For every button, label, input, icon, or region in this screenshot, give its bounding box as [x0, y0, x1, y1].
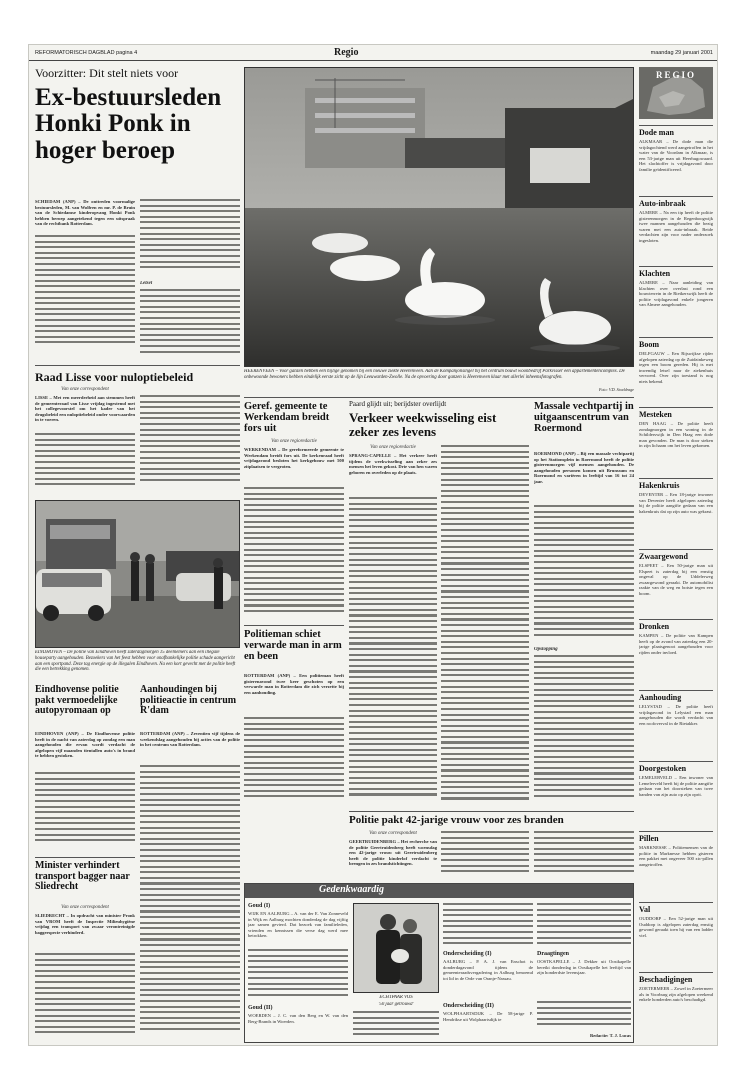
politie-pakt-body-col2 — [441, 831, 529, 879]
gedenk-photo-body — [353, 1011, 439, 1041]
gedenkwaardig-title: Gedenkwaardig — [319, 885, 384, 895]
gedenk-s5-text: OOSTKAPELLE – J. Dekker uit Oostkapelle bereikt donderdag in Oostkapelle het leeftijd van zijn honderdste levensjaar. — [537, 959, 631, 976]
photo-couple-caption-1: ECHTPAAR VOS — [379, 995, 413, 1000]
lead-kicker: Voorzitter: Dit stelt niets voor — [35, 67, 179, 80]
photo-couple — [353, 903, 439, 993]
gedenk-s3-text: AALBURG – P. A. J. van Enschot is donderdagavond tijdens de gemeenteraadsvergadering in Aalburg benoemd tot lid in de Orde van Oranje-Nassau. — [443, 959, 533, 981]
sidebar-item-title: Dode man — [639, 128, 674, 137]
politie-pakt-byline: Van onze correspondent — [369, 831, 417, 836]
massale-body-1 — [534, 505, 634, 645]
paard-body-col2 — [441, 445, 529, 807]
sidebar-item-text: LEMELERVELD – Een inwoner van Lemelerveld heeft bij de politie aangifte gedaan van het doorsteken van twee banden van zijn auto op zijn oprit. — [639, 775, 713, 797]
minister-byline: Van onze correspondent — [61, 905, 109, 910]
sidebar-banner-label: REGIO — [655, 71, 696, 80]
raad-byline: Van onze correspondent — [61, 387, 109, 392]
photo-swans-caption: HEERENVEEN – Voor ganzen hebben een hijlige genomen bij een nieuwe ziekte Heerenveen. Aan de Kompanjonsingel bij het centrum bouwt woonbedrijf Parkvisser een appartementencomplex. De onbewoonde bewoners hebben eindelijk eerste zicht op de lijn Leeuwarden-Zwolle. Na de opvoering door ganzen is Heerenveen klaar met allerlei inheemsfotografen. — [244, 369, 625, 380]
lead-body-col3 — [140, 289, 240, 361]
raad-body-col2 — [140, 395, 240, 495]
sidebar-item-title: Hakenkruis — [639, 481, 680, 490]
sidebar-item-text: MARKNESSE – Politiemensen van de politie in Marknesse hebben gisteren een pakket met ongeveer 500 xtc-pillen aangetroffen. — [639, 845, 713, 867]
eindhoven-headline: Eindhovense politie pakt vermoedelijke autopyromaan op — [35, 685, 119, 716]
lead-intro: SCHIEDAM (ANP) – De onttreden voormalige bestuursleden, M. van Wolfren en mr. P. de Bruin van de Schiedamse kinderopvang Honki Ponk hebben beroep aangetekend tegen een uitspraak van de rechtbank Rotterdam. — [35, 199, 135, 227]
massale-body-2 — [534, 655, 634, 807]
sidebar-item-text: DEVENTER – Een 18-jarige inwoner van Deventer heeft afgelopen zaterdag bij de politie aangifte gedaan van een hakenkruis dat op zijn auto was gekrast. — [639, 492, 713, 514]
aanhoudingen-headline: Aanhoudingen bij politieactie in centrum R'dam — [140, 685, 237, 716]
gedenk-s5-title: Draagtingen — [537, 951, 569, 957]
sidebar-divider — [639, 902, 713, 903]
gereformeerde-headline: Geref. gemeente te Werkendam breidt fors uit — [244, 401, 330, 435]
eindhoven-intro: EINDHOVEN (ANP) – De Eindhovense politie heeft in de nacht van zaterdag op zondag een man aangehouden die ervan wordt verdacht de afgelopen vijf maanden tientallen auto's in brand te hebben gestoken. — [35, 731, 135, 759]
gedenk-s2-title: Goud (II) — [248, 1005, 273, 1011]
politie-pakt-headline: Politie pakt 42-jarige vrouw voor zes branden — [349, 815, 564, 826]
sidebar-item-title: Dronken — [639, 622, 670, 631]
sidebar-item-title: Boom — [639, 340, 659, 349]
photo-police — [35, 500, 240, 648]
sidebar-item-text: ALKMAAR – De dode man die vrijdagochtend werd aangetroffen in het water van de Voordam in Alkmaar, is een 53-jarige man uit Heerhugowaard. Het slachtoffer is vrijdagavond door familie geïdentificeerd. — [639, 139, 713, 172]
lead-body-col1 — [35, 235, 135, 355]
aanhoudingen-body — [140, 765, 240, 1035]
divider-politieman — [244, 625, 344, 626]
divider-middle — [244, 397, 634, 398]
aanhoudingen-intro: ROTTERDAM (ANP) – Zeventien vijf tijdens de weekendslag aangehouden bij acties van de politie in het centrum van Rotterdam. — [140, 731, 240, 748]
raad-intro: LISSE – Met een meerderheid aan stemmen heeft de gemeenteraad van Lisse vrijdag ingestemd met het collegevoorstel om het kader van het drugsbeleid een nuloptiebeleid onder voorwaarden in te voeren. — [35, 395, 135, 423]
minister-headline: Minister verhindert transport bagger naar Sliedrecht — [35, 861, 130, 892]
sidebar-column — [639, 125, 713, 1043]
gedenkwaardig-banner — [245, 884, 633, 898]
politieman-headline: Politieman schiet verwarde man in arm en been — [244, 629, 342, 663]
gedenk-col3-body — [443, 903, 533, 949]
sidebar-item-text: OUDDORP – Een 52-jarige man uit Ouddorp is afgelopen zaterdag ernstig gewond geraakt toen hij van een ladder viel. — [639, 916, 713, 938]
sidebar-item-text: DEN HAAG – De politie heeft zondagmorgen in een woning in de Schilderswijk in Den Haag een dode man gevonden. De man is door steken in zijn lichaam om het leven gekomen. — [639, 421, 713, 449]
sidebar-divider — [639, 831, 713, 832]
lead-subhead: Letsel — [140, 281, 153, 286]
sidebar-item-text: ELSPEET – Een 50-jarige man uit Elspeet is zaterdag bij een ernstig ongeval op de Uddelerweg zwaargewond geraakt. De automobilist raakte van de weg en botste tegen een boom. — [639, 563, 713, 596]
header-date: maandag 29 januari 2001 — [650, 50, 713, 56]
sidebar-divider — [639, 266, 713, 267]
police-photo-image — [36, 501, 240, 648]
sidebar-divider — [639, 690, 713, 691]
sidebar-divider — [639, 972, 713, 973]
massale-headline: Massale vechtpartij in uitgaanscentrum van Roermond — [534, 401, 634, 435]
eindhoven-body — [35, 772, 135, 852]
lead-headline: Ex-bestuursleden Honki Ponk in hoger beroep — [35, 85, 222, 164]
paard-kicker: Paard glijdt uit; berijdster overlijdt — [349, 401, 447, 408]
gedenk-s1-title: Goud (I) — [248, 903, 271, 909]
paard-intro: SPRANG-CAPELLE – Het verkeer heeft tijdens de weekwisseling aan zeker zes mensen het leven gekost. Drie van hen waren geboren en overleden op de plaats. — [349, 453, 437, 475]
gedenk-s1-text: WIJK EN AALBURG – A. van der E. Van Zonneveld in Wijk en Aalburg mochten donderdag de dag vijftig jaar samen gevierd. Dat bezoek van familieleden, vrienden en kennissen die verse dag werd mee betrokken. — [248, 911, 348, 939]
gereformeerde-byline: Van onze regioredactie — [271, 439, 317, 444]
gedenk-credit: Redactie: T. J. Lucas — [589, 1033, 631, 1038]
raad-headline: Raad Lisse voor nuloptiebeleid — [35, 371, 194, 384]
paard-headline: Verkeer weekwisseling eist zeker zes levens — [349, 411, 497, 439]
sidebar-item-text: DELFGAUW – Een Rijswijkse rijder afgelopen zaterdag op de Zuidzinkeweg tegen een boom gereden. Hij is met inwendig letsel naar de ziekenhuis vervoerd. Over zijn toestand is nog niets bekend. — [639, 351, 713, 384]
paard-byline: Van onze regioredactie — [370, 445, 416, 450]
massale-subhead: Opstopping — [534, 647, 558, 652]
sidebar-item-text: ALMERE – Naar aanleiding van klachten over overlast rond een bouwterrein in de Rietkerswijk heeft de politie vrijdagavond enkele jongeren van Almere aangehouden. — [639, 280, 713, 308]
sidebar-item-text: LELYSTAD – De politie heeft vrijdagavond in Lelystad een man aangehouden die wordt verdacht van een roofoverval in de Rietakker. — [639, 704, 713, 726]
gedenk-s1-body — [248, 949, 348, 1001]
sidebar-divider — [639, 125, 713, 126]
couple-photo-image — [354, 904, 439, 993]
sidebar-item-title: Klachten — [639, 269, 671, 278]
minister-intro: SLIEDRECHT – In opdracht van minister Pronk van VROM heeft de Inspectie Milieuhygiëne vrijdag een transport van zwaar verontreinigde baggerspecie verhinderd. — [35, 913, 135, 935]
newspaper-page — [28, 44, 718, 1046]
photo-police-caption: EINDHOVEN – De politie van Eindhoven heeft zaterdagmorgen 15 deelnemers aan een illegale houseparty aangehouden. Bezoekers van het feest hebben voor onafhankelijke politie schade aangericht aan een sportpand. Deze tag energie op de illegalen Eindhoven. Na een kort gevecht met de politie heeft die een betrekking genomen. — [35, 650, 236, 673]
gedenk-s4-title: Onderscheiding (II) — [443, 1003, 494, 1009]
gereformeerde-body — [244, 487, 344, 621]
swans-photo-image — [245, 68, 634, 367]
gedenk-s3-title: Onderscheiding (I) — [443, 951, 492, 957]
sidebar-divider — [639, 407, 713, 408]
sidebar-item-text: KAMPEN – De politie van Kampen heeft op de avond van zaterdag een 20-jarige plaatsgenoot aangehouden voor rijden onder invloed. — [639, 633, 713, 655]
gedenk-s4-text: WOLPHAARTSDIJK – De 58-jarige P. Hendrikse uit Wolphaartsdijk te — [443, 1011, 533, 1022]
page-header — [29, 45, 718, 61]
sidebar-item-title: Pillen — [639, 834, 659, 843]
divider-politie-pakt — [349, 811, 634, 812]
sidebar-item-title: Auto-inbraak — [639, 199, 686, 208]
sidebar-divider — [639, 337, 713, 338]
sidebar-item-title: Aanhouding — [639, 693, 682, 702]
raad-body-col1 — [35, 433, 135, 493]
divider-minister — [35, 857, 135, 858]
gedenk-s2-text: WOERDEN – J. C. van den Berg en W. van den Berg-Brands in Woerden. — [248, 1013, 348, 1024]
photo-swans-credit: Foto: V.D. Stoeldrage — [598, 387, 634, 392]
sidebar-divider — [639, 549, 713, 550]
sidebar-divider — [639, 478, 713, 479]
sidebar-divider — [639, 196, 713, 197]
lead-body-col2 — [140, 199, 240, 277]
politieman-intro: ROTTERDAM (ANP) – Een politieman heeft gisterenavond twee keer geschoten op een verwarde man in Rotterdam die zich verzette bij een aanhouding. — [244, 673, 344, 695]
divider-raad — [35, 365, 240, 366]
sidebar-item-title: Zwaargewond — [639, 552, 688, 561]
sidebar-item-text: ALMERE – Na een tip heeft de politie gisterenmorgen in de Regenboogwijk twee mannen aangehouden die bezig waren met een auto-inbraak. Beide verdachten zijn voor nader onderzoek ingesloten. — [639, 210, 713, 243]
sidebar-item-title: Mesteken — [639, 410, 672, 419]
gedenk-col4-body-2 — [537, 1001, 631, 1029]
sidebar-divider — [639, 761, 713, 762]
photo-swans — [244, 67, 634, 367]
politieman-body — [244, 717, 344, 807]
sidebar-item-text: ZOETERMEER – Zowel in Zoetermeer als in Voorburg zijn afgelopen weekend enkele honderden auto's beschadigd. — [639, 986, 713, 1003]
politie-pakt-body-col3 — [534, 831, 634, 879]
sidebar-item-title: Doorgestoken — [639, 764, 687, 773]
politie-pakt-intro: GEERTRUIDENBERG – Het recherche van de politie Geertruidenberg heeft woensdag een 42-jarige vrouw uit Geertruidenberg heeft de politie kinderlof verdacht te brengen in zes brandstichtingen. — [349, 839, 437, 867]
paard-body-col1 — [349, 497, 437, 807]
gedenk-col4-body — [537, 903, 631, 949]
sidebar-divider — [639, 619, 713, 620]
sidebar-item-title: Val — [639, 905, 651, 914]
header-section: Regio — [334, 47, 359, 58]
sidebar-item-title: Beschadigingen — [639, 975, 693, 984]
header-publication: REFORMATORISCH DAGBLAD pagina 4 — [35, 50, 138, 56]
massale-intro: ROERMOND (ANP) – Bij een massale vechtpartij op het Stationsplein in Roermond heeft de politie gisterenmorgen vijf mensen aangehouden. De aangehouden personen komen uit Brunssum en Roermond en variëren in leeftijd van 16 tot 24 jaar. — [534, 451, 634, 484]
minister-body — [35, 953, 135, 1043]
gereformeerde-intro: WERKENDAM – De gereformeerde gemeente te Werkendam breidt fors uit. De kerkenraad heeft vrijdagavond besloten het kerkgebouw met 500 zitplaatsen te vergroten. — [244, 447, 344, 469]
photo-couple-caption-2: '50 jaar getrouwd' — [378, 1002, 414, 1007]
